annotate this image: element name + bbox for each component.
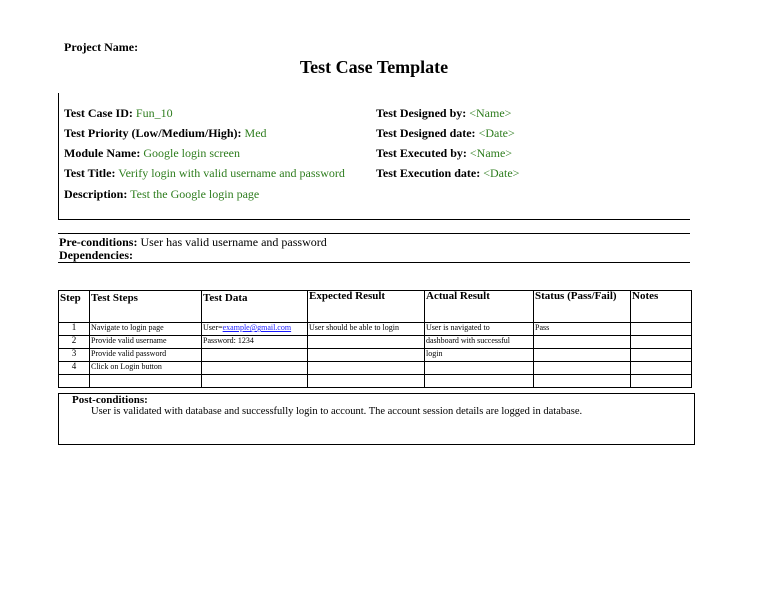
header-status: Status (Pass/Fail) xyxy=(534,291,631,323)
conditions-top-rule xyxy=(58,233,690,234)
test-case-id xyxy=(64,106,173,120)
cell-step: 4 xyxy=(59,362,90,375)
cell-test-step xyxy=(90,375,202,388)
cell-test-step: Navigate to login page xyxy=(90,323,202,336)
cell-step xyxy=(59,375,90,388)
document-title: Test Case Template xyxy=(299,57,449,77)
test-executed-by xyxy=(376,146,512,160)
description-value: Test the Google login page xyxy=(130,187,260,201)
table-row xyxy=(59,362,692,375)
test-execution-date-label: Test Execution date: xyxy=(376,166,481,180)
test-designed-date xyxy=(376,126,515,140)
cell-test-step: Provide valid password xyxy=(90,349,202,362)
cell-status: Pass xyxy=(534,323,631,336)
cell-status xyxy=(534,362,631,375)
test-title-value: Verify login with valid username and password xyxy=(118,166,345,180)
cell-actual-result xyxy=(425,375,534,388)
table-row xyxy=(59,375,692,388)
test-priority xyxy=(64,126,267,140)
module-name-label: Module Name: xyxy=(64,146,141,160)
pre-conditions-label: Pre-conditions: xyxy=(59,235,138,249)
pre-conditions-value: User has valid username and password xyxy=(140,235,327,249)
cell-test-data xyxy=(202,323,308,336)
header-test-data: Test Data xyxy=(202,291,308,323)
test-execution-date-value: <Date> xyxy=(483,166,520,180)
cell-notes xyxy=(631,375,692,388)
meta-left-border xyxy=(58,93,59,219)
cell-notes xyxy=(631,362,692,375)
header-test-steps: Test Steps xyxy=(90,291,202,323)
test-executed-by-label: Test Executed by: xyxy=(376,146,467,160)
cell-expected-result: User should be able to login xyxy=(308,323,425,336)
post-conditions-box xyxy=(58,393,695,445)
cell-expected-result xyxy=(308,349,425,362)
test-case-id-label: Test Case ID: xyxy=(64,106,133,120)
cell-step: 1 xyxy=(59,323,90,336)
cell-notes xyxy=(631,349,692,362)
test-case-id-value: Fun_10 xyxy=(135,106,173,120)
cell-test-data xyxy=(202,349,308,362)
post-conditions-label: Post-conditions: xyxy=(72,394,148,406)
cell-test-step: Click on Login button xyxy=(90,362,202,375)
test-designed-date-label: Test Designed date: xyxy=(376,126,476,140)
cell-expected-result xyxy=(308,336,425,349)
meta-bottom-rule xyxy=(58,219,690,220)
test-designed-by-value: <Name> xyxy=(469,106,512,120)
table-row xyxy=(59,323,692,336)
test-designed-by xyxy=(376,106,511,120)
project-name-label: Project Name: xyxy=(64,40,139,54)
description-label: Description: xyxy=(64,187,128,201)
description xyxy=(64,187,259,201)
test-execution-date xyxy=(376,166,519,180)
test-executed-by-value: <Name> xyxy=(469,146,513,160)
cell-actual-result: dashboard with successful xyxy=(425,336,534,349)
test-priority-value: Med xyxy=(244,126,267,140)
test-priority-label: Test Priority (Low/Medium/High): xyxy=(64,126,242,140)
cell-status xyxy=(534,349,631,362)
email-link[interactable]: example@gmail.com xyxy=(222,323,292,332)
cell-step: 3 xyxy=(59,349,90,362)
header-step: Step xyxy=(59,291,90,323)
cell-status xyxy=(534,336,631,349)
pre-conditions xyxy=(59,235,327,249)
cell-notes xyxy=(631,323,692,336)
test-steps-table xyxy=(58,290,692,388)
test-designed-date-value: <Date> xyxy=(478,126,515,140)
cell-test-step: Provide valid username xyxy=(90,336,202,349)
header-expected-result: Expected Result xyxy=(308,291,425,323)
cell-actual-result xyxy=(425,362,534,375)
table-header-row xyxy=(59,291,692,323)
cell-status xyxy=(534,375,631,388)
cell-expected-result xyxy=(308,375,425,388)
table-row xyxy=(59,349,692,362)
dependencies-label: Dependencies: xyxy=(59,248,133,262)
test-designed-by-label: Test Designed by: xyxy=(376,106,467,120)
cell-notes xyxy=(631,336,692,349)
conditions-bottom-rule xyxy=(58,262,690,263)
cell-step: 2 xyxy=(59,336,90,349)
cell-test-data: Password: 1234 xyxy=(202,336,308,349)
test-title xyxy=(64,166,345,180)
cell-test-data xyxy=(202,362,308,375)
header-actual-result: Actual Result xyxy=(425,291,534,323)
post-conditions-text: User is validated with database and successfully login to account. The account session details are logged in database. xyxy=(91,406,583,417)
test-title-label: Test Title: xyxy=(64,166,116,180)
cell-actual-result: User is navigated to xyxy=(425,323,534,336)
module-name xyxy=(64,146,240,160)
cell-test-data xyxy=(202,375,308,388)
cell-expected-result xyxy=(308,362,425,375)
module-name-value: Google login screen xyxy=(143,146,240,160)
cell-actual-result: login xyxy=(425,349,534,362)
test-data-user-label: User= xyxy=(203,323,223,332)
header-notes: Notes xyxy=(631,291,692,323)
table-row xyxy=(59,336,692,349)
